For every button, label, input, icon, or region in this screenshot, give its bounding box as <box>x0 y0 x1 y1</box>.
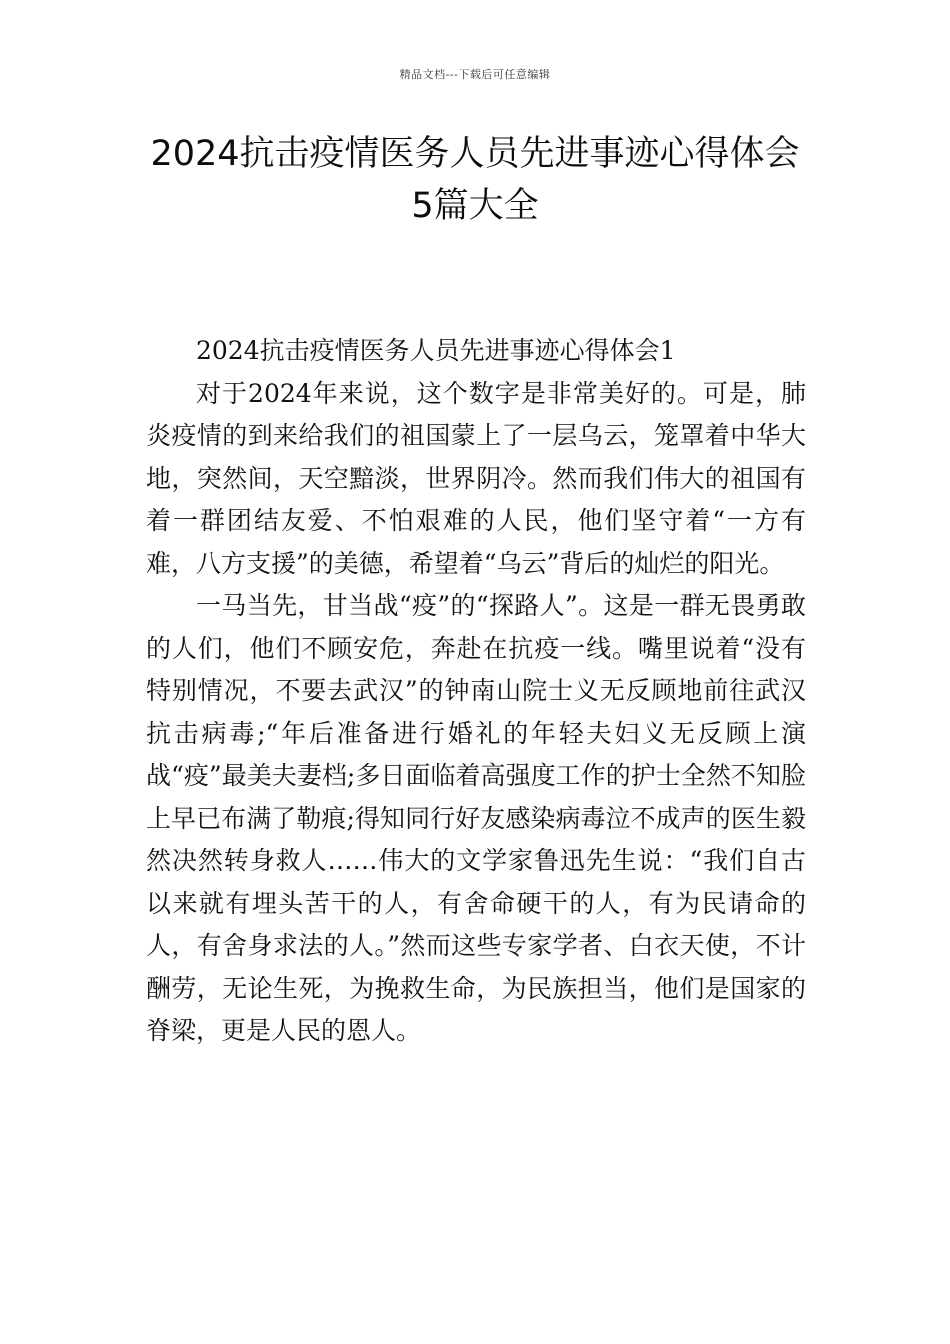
document-title: 2024抗击疫情医务人员先进事迹心得体会5篇大全 <box>150 134 800 226</box>
paragraph: 对于2024年来说，这个数字是非常美好的。可是，肺炎疫情的到来给我们的祖国蒙上了一层乌云，笼罩着中华大地，突然间，天空黯淡，世界阴冷。然而我们伟大的祖国有着一群团结友爱、不怕艰难的人民，他们坚守着“一方有难，八方支援”的美德，希望着“乌云”背后的灿烂的阳光。 <box>146 378 806 578</box>
header-note: 精品文档---下载后可任意编辑 <box>399 68 551 81</box>
section-title: 2024抗击疫情医务人员先进事迹心得体会1 <box>196 336 676 365</box>
document-body <box>146 330 806 1053</box>
paragraph: 一马当先，甘当战“疫”的“探路人”。这是一群无畏勇敢的人们，他们不顾安危，奔赴在抗疫一线。嘴里说着“没有特别情况，不要去武汉”的钟南山院士义无反顾地前往武汉抗击病毒;“年后准备进行婚礼的年轻夫妇义无反顾上演战“疫”最美夫妻档;多日面临着高强度工作的护士全然不知脸上早已布满了勒痕;得知同行好友感染病毒泣不成声的医生毅然决然转身救人……伟大的文学家鲁迅先生说：“我们自古以来就有埋头苦干的人，有舍命硬干的人，有为民请命的人，有舍身求法的人。”然而这些专家学者、白衣天使，不计酬劳，无论生死，为挽救生命，为民族担当，他们是国家的脊梁，更是人民的恩人。 <box>146 591 806 1045</box>
